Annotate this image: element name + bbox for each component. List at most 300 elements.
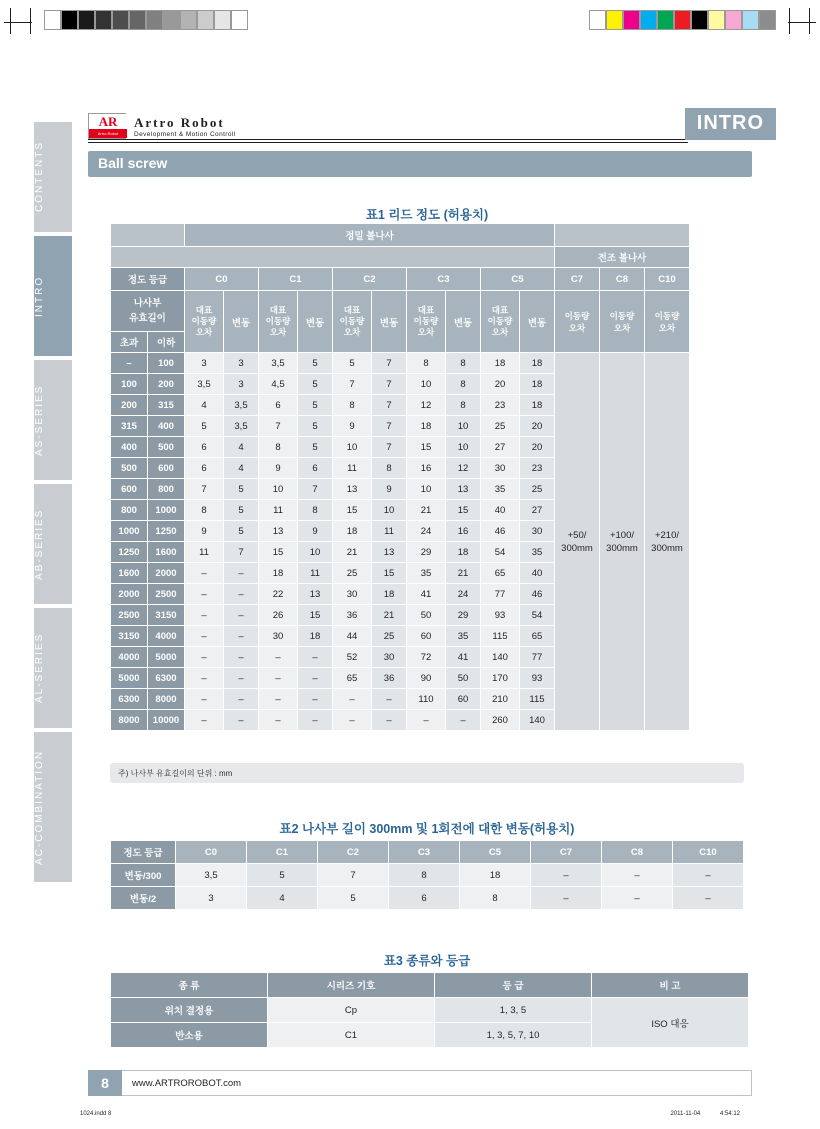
table1-cell-value: 3,5 (224, 395, 258, 415)
table1-cell-value: 44 (333, 626, 371, 646)
table1-cell-value: 26 (259, 605, 297, 625)
table1-cell-value: – (259, 647, 297, 667)
table1-cell-value: 22 (259, 584, 297, 604)
table2-header-C8: C8 (602, 841, 672, 863)
table1-cell-value: 7 (372, 374, 406, 394)
table1-cell-value: 50 (407, 605, 445, 625)
crop-mark (4, 22, 32, 23)
table2-cell-value: – (602, 864, 672, 886)
table1-cell-value: 6 (185, 437, 223, 457)
table1-cell-value: 25 (333, 563, 371, 583)
table1-cell-value: – (185, 563, 223, 583)
table1-cell-value: 15 (407, 437, 445, 457)
table1-cell-over: 200 (111, 395, 147, 415)
table1-cell-value: 23 (520, 458, 554, 478)
table1-cell-value: 5 (298, 353, 332, 373)
table1-cell-value: 260 (481, 710, 519, 730)
sidebar-item-contents[interactable]: CONTENTS (34, 122, 72, 232)
table1-cell-value: – (224, 689, 258, 709)
table1-cell-value: 7 (372, 395, 406, 415)
table1-cell-value: 11 (372, 521, 406, 541)
table1-rolled-value: +50/ 300mm (555, 353, 599, 730)
table3-header-1: 시리즈 기호 (268, 973, 434, 997)
table1-cell-value: 93 (520, 668, 554, 688)
table1-cell-under: 8000 (148, 689, 184, 709)
calibration-swatch (214, 10, 231, 30)
table1-cell-value: – (185, 605, 223, 625)
table2-header-C7: C7 (531, 841, 601, 863)
table2-header-정도 등급: 정도 등급 (111, 841, 175, 863)
table1-cell-over: 400 (111, 437, 147, 457)
table1-under-header: 이하 (148, 332, 184, 352)
table1-cell-value: 21 (407, 500, 445, 520)
type-grade-table (110, 972, 749, 1048)
table1-cell-value: 8 (446, 353, 480, 373)
table1-cell-value: 27 (520, 500, 554, 520)
table1-cell-value: 35 (520, 542, 554, 562)
table1-cell-value: 8 (259, 437, 297, 457)
table1-cell-value: 15 (298, 605, 332, 625)
table1-cell-value: 77 (481, 584, 519, 604)
table2-row (111, 887, 743, 909)
table1-cell-under: 200 (148, 374, 184, 394)
table1-cell-value: 29 (407, 542, 445, 562)
lead-accuracy-table (110, 223, 690, 731)
table1-cell-value: 8 (333, 395, 371, 415)
table1-subheader-row (111, 291, 689, 331)
table1-cell-value: 65 (333, 668, 371, 688)
table1-cell-value: 6 (259, 395, 297, 415)
calibration-swatch (657, 10, 674, 30)
table1-cell-under: 3150 (148, 605, 184, 625)
print-meta-datetime (652, 1111, 740, 1117)
table1-cell-over: 4000 (111, 647, 147, 667)
table1-cell-value: 13 (259, 521, 297, 541)
table1-cell-under: 500 (148, 437, 184, 457)
table1-grade-C5: C5 (481, 268, 554, 290)
table1-cell-value: 10 (372, 500, 406, 520)
table1-cell-value: 72 (407, 647, 445, 667)
table1-cell-value: 4 (185, 395, 223, 415)
table1-cell-value: 27 (481, 437, 519, 457)
table1-cell-under: 6300 (148, 668, 184, 688)
table1-cell-value: 5 (185, 416, 223, 436)
table1-cell-value: 115 (481, 626, 519, 646)
table3-cell-kind: 반소용 (111, 1023, 267, 1047)
table1-cell-value: 40 (481, 500, 519, 520)
table1-cell-value: – (185, 689, 223, 709)
table2-cell-value: – (673, 864, 743, 886)
table1-rolled-error-header: 이동량 오차 (555, 291, 599, 352)
table1-cell-value: 25 (481, 416, 519, 436)
table1-cell-value: 4 (224, 458, 258, 478)
table1-cell-value: 30 (333, 584, 371, 604)
table1-cell-value: 110 (407, 689, 445, 709)
calibration-swatch (623, 10, 640, 30)
table1-cell-under: 315 (148, 395, 184, 415)
color-calibration-bar (589, 10, 776, 30)
table1-rep-error-header: 대표 이동량 오차 (333, 291, 371, 352)
page-title: Ball screw (98, 155, 168, 171)
table1-variation-header: 변동 (224, 291, 258, 352)
table1-cell-under: 10000 (148, 710, 184, 730)
table1-cell-under: 100 (148, 353, 184, 373)
table1-cell-value: 36 (333, 605, 371, 625)
table1-cell-under: 4000 (148, 626, 184, 646)
page-number: 8 (88, 1070, 122, 1096)
table1-cell-value: 4 (224, 437, 258, 457)
table1-cell-value: 21 (446, 563, 480, 583)
table1-cell-over: 3150 (111, 626, 147, 646)
table1-cell-value: 90 (407, 668, 445, 688)
table1-cell-value: 5 (298, 374, 332, 394)
table1-cell-value: 60 (407, 626, 445, 646)
table1-cell-value: 20 (520, 437, 554, 457)
logo-mark-icon (88, 113, 126, 139)
table1-cell-value: 7 (372, 416, 406, 436)
calibration-swatch (163, 10, 180, 30)
table1-cell-value: 46 (481, 521, 519, 541)
table1-cell-value: 41 (446, 647, 480, 667)
table1-cell-value: – (298, 710, 332, 730)
table1-cell-value: 24 (407, 521, 445, 541)
calibration-swatch (589, 10, 606, 30)
table2-cell-value: 3 (176, 887, 246, 909)
table1-cell-value: – (407, 710, 445, 730)
table1-grade-C3: C3 (407, 268, 480, 290)
calibration-swatch (725, 10, 742, 30)
brand-tagline: Development & Motion Controll (134, 130, 236, 138)
table1-group-rolled: 전조 볼나사 (555, 247, 689, 267)
table1-cell-value: 3 (224, 353, 258, 373)
table1-rep-error-header: 대표 이동량 오차 (407, 291, 445, 352)
table3-header-0: 종 류 (111, 973, 267, 997)
table1-cell-value: 7 (333, 374, 371, 394)
table2-header-C10: C10 (673, 841, 743, 863)
crop-mark (789, 8, 790, 34)
sidebar-item-as-series[interactable]: AS-SERIES (34, 360, 72, 480)
table1-cell-value: 3 (224, 374, 258, 394)
table1-cell-value: 3,5 (185, 374, 223, 394)
table1-cell-under: 600 (148, 458, 184, 478)
table1-cell-value: 3,5 (224, 416, 258, 436)
table1-cell-over: 800 (111, 500, 147, 520)
table2-cell-value: 4 (247, 887, 317, 909)
table1-cell-over: 100 (111, 374, 147, 394)
calibration-swatch (197, 10, 214, 30)
crop-mark (10, 8, 11, 34)
table1-cell-value: 7 (372, 353, 406, 373)
table1-cell-value: 140 (520, 710, 554, 730)
table2-cell-value: – (602, 887, 672, 909)
table1-cell-value: 93 (481, 605, 519, 625)
table1-cell-under: 5000 (148, 647, 184, 667)
table1-cell-value: 9 (185, 521, 223, 541)
table1-cell-value: – (446, 710, 480, 730)
table2-cell-value: 5 (318, 887, 388, 909)
sidebar-item-al-series[interactable]: AL-SERIES (34, 608, 72, 728)
table1-cell-value: 7 (259, 416, 297, 436)
table1-cell-value: – (372, 689, 406, 709)
table1-cell-value: 13 (333, 479, 371, 499)
table1-cell-value: 5 (333, 353, 371, 373)
table1-cell-value: 20 (520, 416, 554, 436)
table1-rolled-value: +210/ 300mm (645, 353, 689, 730)
table1-cell-value: 7 (298, 479, 332, 499)
table1-cell-value: 11 (259, 500, 297, 520)
table3-row (111, 998, 748, 1022)
header-divider (88, 139, 688, 140)
table1-cell-over: 6300 (111, 689, 147, 709)
table2-cell-value: 6 (389, 887, 459, 909)
table1-cell-value: 30 (372, 647, 406, 667)
table1-cell-value: 4,5 (259, 374, 297, 394)
brand-name: Artro Robot (134, 114, 225, 130)
table1-cell-over: 2500 (111, 605, 147, 625)
table1-variation-header: 변동 (298, 291, 332, 352)
calibration-swatch (606, 10, 623, 30)
table1-cell-value: 15 (333, 500, 371, 520)
calibration-swatch (640, 10, 657, 30)
table2-cell-value: – (673, 887, 743, 909)
table2-cell-value: – (531, 864, 601, 886)
calibration-swatch (44, 10, 61, 30)
table1-cell-value: 15 (259, 542, 297, 562)
table1-rep-error-header: 대표 이동량 오차 (259, 291, 297, 352)
calibration-swatch (231, 10, 248, 30)
table1-cell-value: – (259, 710, 297, 730)
table1-cell-value: 25 (372, 626, 406, 646)
table1-cell-value: 18 (520, 374, 554, 394)
table1-cell-over: 1000 (111, 521, 147, 541)
table1-cell-value: 54 (520, 605, 554, 625)
brand-logo (88, 112, 268, 140)
table1-cell-value: 35 (407, 563, 445, 583)
table1-cell-value: – (185, 584, 223, 604)
table1-cell-value: – (224, 710, 258, 730)
table2-header-C3: C3 (389, 841, 459, 863)
footer-url[interactable]: www.ARTROROBOT.com (122, 1070, 752, 1096)
table1-cell-value: 18 (372, 584, 406, 604)
table1-cell-value: 12 (446, 458, 480, 478)
table1-cell-over: 1250 (111, 542, 147, 562)
table2-caption: 표2 나사부 길이 300mm 및 1회전에 대한 변동(허용치) (279, 822, 575, 836)
sidebar-item-ab-series[interactable]: AB-SERIES (34, 484, 72, 604)
table1-cell-value: – (224, 647, 258, 667)
table1-cell-value: 13 (298, 584, 332, 604)
table1-cell-value: 6 (298, 458, 332, 478)
table1-cell-value: – (224, 563, 258, 583)
table1-cell-value: 210 (481, 689, 519, 709)
table1-variation-header: 변동 (520, 291, 554, 352)
table1-group-row2 (111, 247, 689, 267)
table1-cell-value: 20 (481, 374, 519, 394)
variation-table (110, 840, 744, 910)
table1-cell-value: 5 (298, 437, 332, 457)
crop-mark (809, 8, 810, 34)
table1-cell-value: 18 (446, 542, 480, 562)
logo-subtext: Artro Robot (89, 129, 127, 138)
table1-cell-value: 8 (185, 500, 223, 520)
table1-cell-value: 23 (481, 395, 519, 415)
calibration-swatch (61, 10, 78, 30)
table1-grade-C8: C8 (600, 268, 644, 290)
table1-cell-value: 10 (333, 437, 371, 457)
table1-cell-value: 7 (224, 542, 258, 562)
table1-cell-value: 170 (481, 668, 519, 688)
table1-cell-value: – (298, 647, 332, 667)
table1-cell-value: 15 (372, 563, 406, 583)
table1-cell-value: 5 (224, 479, 258, 499)
table1-note: 주) 나사부 유효길이의 단위 : mm (110, 763, 744, 783)
table1-cell-value: 10 (298, 542, 332, 562)
table1-cell-value: 8 (446, 374, 480, 394)
table1-cell-value: – (333, 689, 371, 709)
sidebar-item-intro[interactable]: INTRO (34, 236, 72, 356)
table1-cell-value: 13 (372, 542, 406, 562)
table1-cell-value: 36 (372, 668, 406, 688)
table3-cell-remark: ISO 대응 (592, 998, 748, 1047)
table3-cell-series: C1 (268, 1023, 434, 1047)
table1-cell-under: 1250 (148, 521, 184, 541)
table2-cell-value: 3,5 (176, 864, 246, 886)
table1-group-precision: 정밀 볼나사 (185, 224, 554, 246)
table1-cell-value: 8 (407, 353, 445, 373)
table1-cell-value: 15 (446, 500, 480, 520)
table3-container (110, 972, 749, 1048)
table1-cell-value: 24 (446, 584, 480, 604)
table3-cell-series: Cp (268, 998, 434, 1022)
table2-cell-value: 7 (318, 864, 388, 886)
print-meta-file: 1024.indd 8 (80, 1111, 112, 1117)
table1-cell-value: 18 (298, 626, 332, 646)
table3-header-2: 등 급 (435, 973, 591, 997)
table1-cell-value: 40 (520, 563, 554, 583)
table1-cell-under: 1600 (148, 542, 184, 562)
table1-cell-value: 25 (520, 479, 554, 499)
table1-cell-value: – (298, 668, 332, 688)
table1-cell-value: 46 (520, 584, 554, 604)
table1-cell-value: 29 (446, 605, 480, 625)
calibration-swatch (759, 10, 776, 30)
table1-cell-over: 8000 (111, 710, 147, 730)
print-meta-date: 2011-11-04 (670, 1111, 701, 1117)
logo-initials: AR (89, 114, 127, 129)
table1-cell-value: 21 (372, 605, 406, 625)
table1-row (111, 353, 689, 373)
table1-cell-value: – (224, 626, 258, 646)
table1-cell-under: 1000 (148, 500, 184, 520)
table1-cell-value: 8 (372, 458, 406, 478)
table2-header-C2: C2 (318, 841, 388, 863)
table3-caption: 표3 종류와 등급 (383, 954, 471, 968)
table1-cell-value: 18 (520, 395, 554, 415)
table1-cell-value: 3,5 (259, 353, 297, 373)
table1-cell-value: 16 (407, 458, 445, 478)
table3-cell-grade: 1, 3, 5, 7, 10 (435, 1023, 591, 1047)
crop-mark (30, 8, 31, 34)
calibration-swatch (95, 10, 112, 30)
table1-container (110, 223, 690, 731)
table1-cell-value: 9 (333, 416, 371, 436)
table1-cell-under: 2000 (148, 563, 184, 583)
table1-cell-under: 2500 (148, 584, 184, 604)
table1-cell-value: 65 (520, 626, 554, 646)
table2-header-C1: C1 (247, 841, 317, 863)
document-page (0, 40, 820, 1091)
table1-rolled-value: +100/ 300mm (600, 353, 644, 730)
table1-cell-over: 500 (111, 458, 147, 478)
table2-container (110, 840, 744, 910)
table1-cell-value: 10 (446, 437, 480, 457)
sidebar-tabs (34, 122, 72, 886)
table1-cell-value: 5 (298, 416, 332, 436)
table1-rep-error-header: 대표 이동량 오차 (481, 291, 519, 352)
table1-over-header: 초과 (111, 332, 147, 352)
table1-cell-over: 1600 (111, 563, 147, 583)
table1-cell-value: – (224, 668, 258, 688)
table1-cell-value: – (224, 605, 258, 625)
table1-cell-value: 9 (372, 479, 406, 499)
table1-group-row (111, 224, 689, 246)
table1-cell-value: 5 (224, 521, 258, 541)
table1-cell-value: – (224, 584, 258, 604)
table1-cell-value: 30 (520, 521, 554, 541)
table1-rolled-error-header: 이동량 오차 (600, 291, 644, 352)
grayscale-calibration-bar (44, 10, 248, 30)
table1-grade-label: 정도 등급 (111, 268, 184, 290)
table1-cell-value: 35 (446, 626, 480, 646)
table1-cell-value: 7 (185, 479, 223, 499)
table1-cell-value: 8 (446, 395, 480, 415)
table1-cell-value: 60 (446, 689, 480, 709)
table1-corner2 (111, 247, 554, 267)
table1-cell-value: – (298, 689, 332, 709)
table1-cell-value: 9 (298, 521, 332, 541)
table1-cell-over: 315 (111, 416, 147, 436)
table2-cell-value: 8 (460, 887, 530, 909)
table1-cell-value: 6 (185, 458, 223, 478)
crop-mark (788, 22, 816, 23)
table1-cell-value: 77 (520, 647, 554, 667)
table1-caption: 표1 리드 정도 (허용치) (365, 208, 489, 222)
table1-grade-row (111, 268, 689, 290)
table3-header-row (111, 973, 748, 997)
print-registration-bar (0, 0, 820, 40)
table2-row-label: 변동/2 (111, 887, 175, 909)
table1-cell-under: 400 (148, 416, 184, 436)
table1-cell-value: 18 (407, 416, 445, 436)
table1-cell-value: 16 (446, 521, 480, 541)
table1-variation-header: 변동 (446, 291, 480, 352)
table3-cell-kind: 위치 결정용 (111, 998, 267, 1022)
table1-grade-C2: C2 (333, 268, 406, 290)
calibration-swatch (691, 10, 708, 30)
table2-header-row (111, 841, 743, 863)
table1-cell-value: 3 (185, 353, 223, 373)
calibration-swatch (708, 10, 725, 30)
table2-row (111, 864, 743, 886)
table1-cell-value: 52 (333, 647, 371, 667)
table1-cell-value: 30 (481, 458, 519, 478)
table1-cell-value: 10 (407, 374, 445, 394)
table1-cell-value: 35 (481, 479, 519, 499)
table1-cell-value: 115 (520, 689, 554, 709)
sidebar-item-ac-combination[interactable]: AC-COMBINATION (34, 732, 72, 882)
page-footer (88, 1070, 752, 1096)
page-title-bar (88, 151, 752, 177)
calibration-swatch (180, 10, 197, 30)
